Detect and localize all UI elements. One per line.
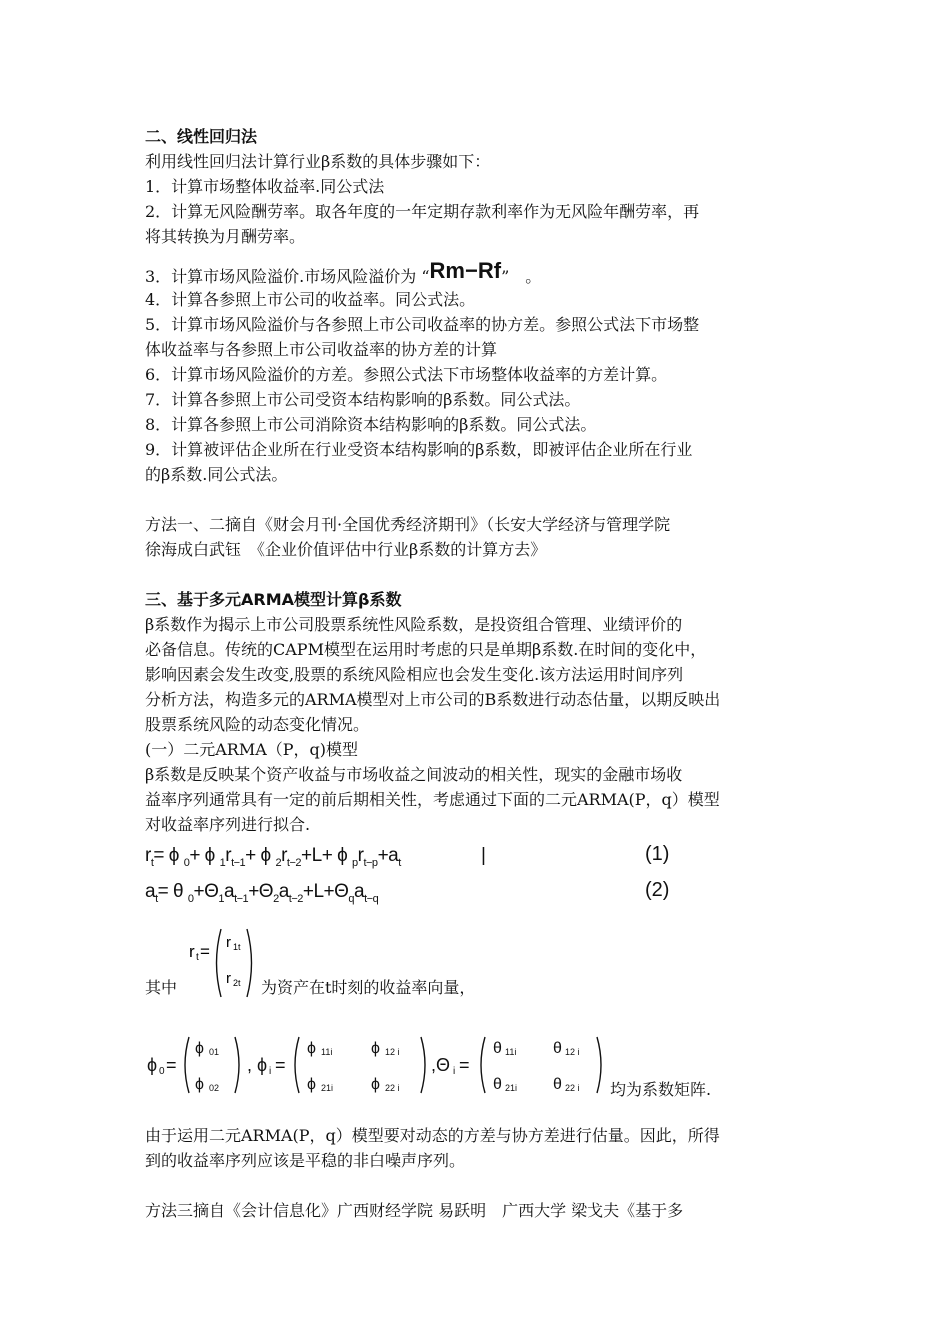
market-risk-premium-formula: Rm−Rf [429,258,502,283]
section-heading-linear-regression: 二、线性回归法 [145,127,258,146]
section-heading-arma: 三、基于多元ARMA模型计算β系数 [145,590,402,609]
return-vector-formula [185,923,261,1003]
svg-text:ϕ: ϕ [307,1076,316,1093]
step-4: 4．计算各参照上市公司的收益率。同公式法。 [145,290,476,309]
equation-2-formula: $a_t= \theta$ $_0+\Theta_1a_{t-1}+\Theta_2a_{t-2}+L+\Theta_qa_{t-q}$ [145,881,379,905]
step-9-cont: 的β系数.同公式法。 [145,465,288,484]
svg-text:0: 0 [159,1066,165,1077]
coefficient-matrices-formula [145,1031,615,1099]
svg-text:11i: 11i [321,1047,333,1057]
svg-text:1t: 1t [233,942,241,952]
svg-text:21i: 21i [505,1083,518,1093]
svg-text:θ: θ [493,1040,502,1057]
step-5: 5．计算市场风险溢价与各参照上市公司收益率的协方差。参照公式法下市场整 [145,315,700,334]
paragraph: 影响因素会发生改变,股票的系统风险相应也会发生变化.该方法运用时间序列 [145,665,684,684]
svg-text:22 i: 22 i [385,1083,400,1093]
equation-1 [145,841,810,877]
step-6: 6．计算市场风险溢价的方差。参照公式法下市场整体收益率的方差计算。 [145,365,668,384]
step-5-cont: 体收益率与各参照上市公司收益率的协方差的计算 [145,340,498,359]
step-3-end: ” 。 [501,267,542,286]
svg-text:θ: θ [553,1040,562,1057]
coefficient-matrices [145,1031,810,1099]
return-vector-definition [145,923,810,1003]
paragraph: 股票系统风险的动态变化情况。 [145,715,370,734]
source-citation-1-cont: 徐海成白武钰 《企业价值评估中行业β系数的计算方去》 [145,540,547,559]
source-citation-2: 方法三摘自《会计信息化》广西财经学院 易跃明 广西大学 梁戈夫《基于多 [145,1201,684,1220]
svg-text:21i: 21i [321,1083,334,1093]
svg-text:ϕ: ϕ [147,1055,158,1075]
subsection-heading: (一）二元ARMA（P，q)模型 [145,740,359,759]
svg-text:=: = [459,1055,470,1075]
svg-text:2t: 2t [233,978,241,988]
cursor-bar: | [481,845,486,866]
svg-text:=: = [200,942,210,961]
svg-text:22 i: 22 i [565,1083,580,1093]
vector-description: 为资产在t时刻的收益率向量， [261,978,476,997]
paragraph: 对收益率序列进行拟合. [145,815,311,834]
paragraph: 分析方法，构造多元的ARMA模型对上市公司的B系数进行动态估量，以期反映出 [145,690,721,709]
svg-text:,Θ: ,Θ [431,1055,451,1075]
svg-text:01: 01 [209,1047,220,1057]
paragraph: 到的收益率序列应该是平稳的非白噪声序列。 [145,1151,466,1170]
svg-text:=: = [166,1055,177,1075]
matrices-description: 均为系数矩阵. [610,1080,712,1099]
svg-text:r: r [226,934,231,951]
document-body [145,124,810,1223]
paragraph: β系数是反映某个资产收益与市场收益之间波动的相关性，现实的金融市场收 [145,765,683,784]
paragraph: β系数作为揭示上市公司股票系统性风险系数，是投资组合管理、业绩评价的 [145,615,683,634]
svg-text:ϕ: ϕ [307,1040,316,1057]
svg-text:, ϕ: , ϕ [247,1055,268,1075]
equation-1-number: (1) [645,843,670,865]
vector-label: 其中 [145,978,178,997]
paragraph: 由于运用二元ARMA(P，q）模型要对动态的方差与协方差进行估量。因此，所得 [145,1126,720,1145]
svg-text:r: r [226,970,231,987]
svg-text:=: = [275,1055,286,1075]
svg-text:12 i: 12 i [385,1047,400,1057]
svg-text:θ: θ [553,1076,562,1093]
svg-text:ϕ: ϕ [195,1040,204,1057]
svg-text:02: 02 [209,1083,220,1093]
paragraph: 益率序列通常具有一定的前后期相关性，考虑通过下面的二元ARMA(P，q）模型 [145,790,720,809]
equation-2-number: (2) [645,879,670,901]
equation-2 [145,877,810,913]
source-citation-1: 方法一、二摘自《财会月刊·全国优秀经济期刊》（长安大学经济与管理学院 [145,515,671,534]
step-2: 2．计算无风险酬劳率。取各年度的一年定期存款利率作为无风险年酬劳率，再 [145,202,700,221]
step-7: 7．计算各参照上市公司受资本结构影响的β系数。同公式法。 [145,390,581,409]
paragraph: 必备信息。传统的CAPM模型在运用时考虑的只是单期β系数.在时间的变化中， [145,640,707,659]
step-3-text: 3．计算市场风险溢价.市场风险溢价为 “ [145,267,430,286]
svg-text:i: i [269,1066,272,1077]
equation-1-formula: $r_t= \phi$ $_0$+ ϕ $_1r_{t-1}+ \phi$ $_2r_{t-2}+L+ \phi$ $_pr_{t-p}+a_t$ [145,845,401,869]
step-8: 8．计算各参照上市公司消除资本结构影响的β系数。同公式法。 [145,415,597,434]
step-2-cont: 将其转换为月酬劳率。 [145,227,306,246]
step-3 [145,249,810,287]
step-1: 1．计算市场整体收益率.同公式法 [145,177,385,196]
svg-text:ϕ: ϕ [195,1076,204,1093]
step-9: 9．计算被评估企业所在行业受资本结构影响的β系数，即被评估企业所在行业 [145,440,693,459]
svg-text:r: r [189,942,195,961]
svg-text:ϕ: ϕ [371,1076,380,1093]
svg-text:ϕ: ϕ [371,1040,380,1057]
svg-text:t: t [196,952,199,963]
svg-text:11i: 11i [505,1047,517,1057]
paragraph: 利用线性回归法计算行业β系数的具体步骤如下： [145,152,491,171]
svg-text:12 i: 12 i [565,1047,580,1057]
svg-text:i: i [453,1066,456,1077]
svg-text:θ: θ [493,1076,502,1093]
